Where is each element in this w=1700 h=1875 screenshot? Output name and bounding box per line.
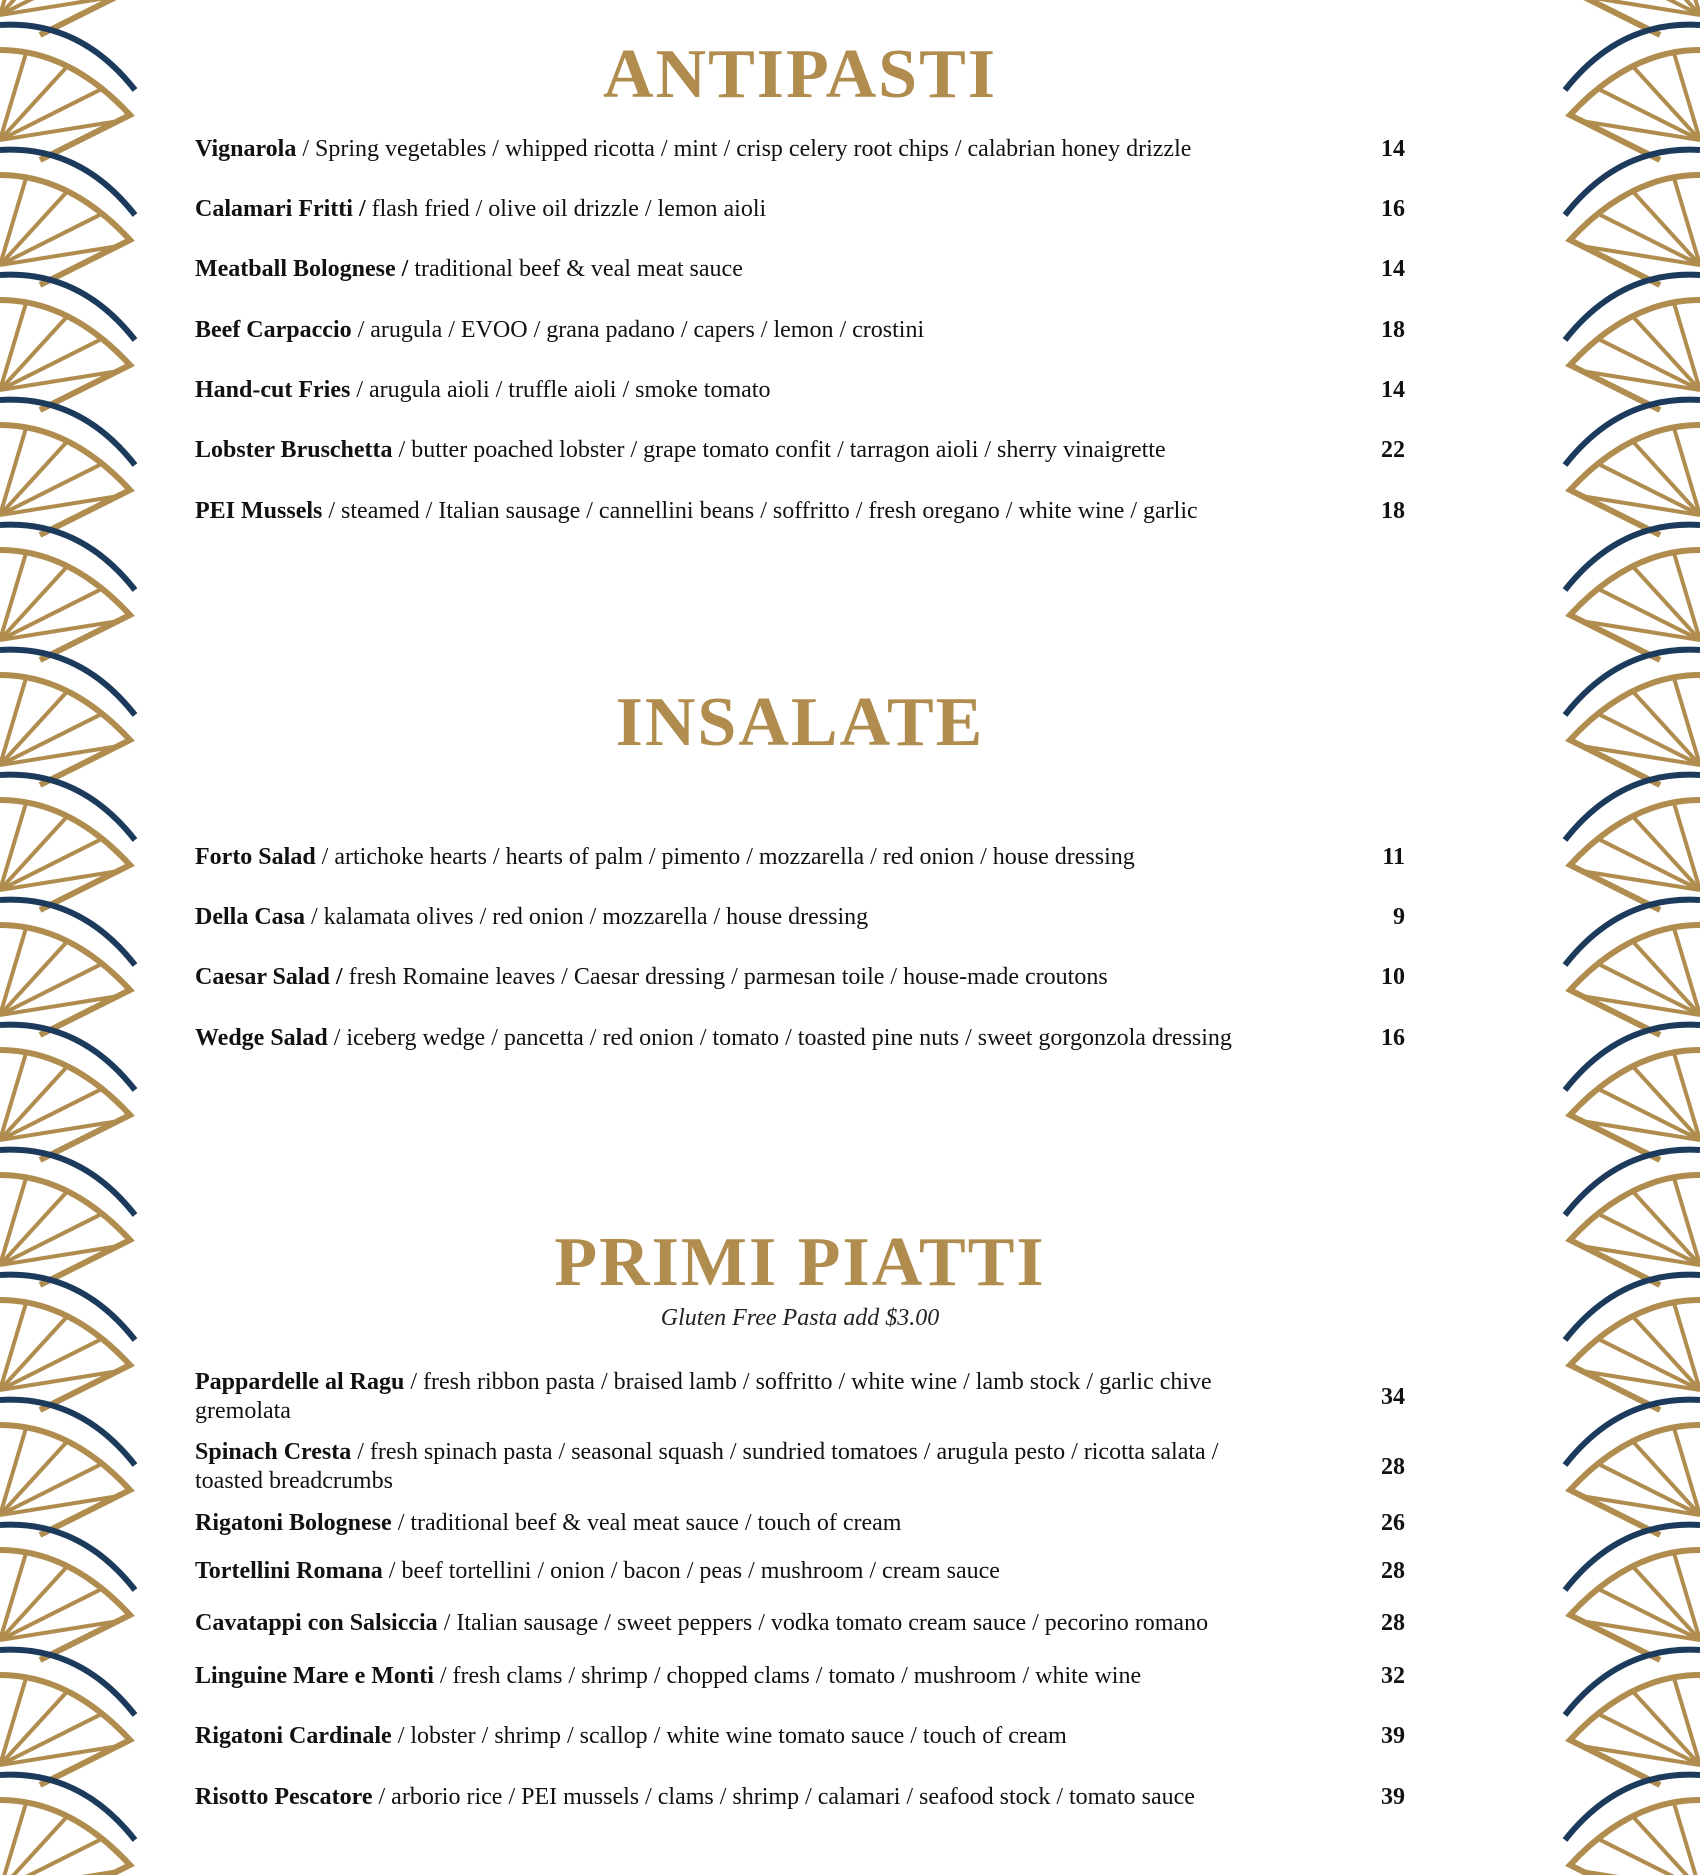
menu-item-description: / traditional beef & veal meat sauce / touch of cream xyxy=(391,1510,902,1536)
menu-item-text xyxy=(195,255,1275,284)
menu-item-text xyxy=(195,135,1275,164)
menu-item-text xyxy=(195,436,1275,465)
menu-item-description: / beef tortellini / onion / bacon / peas / mushroom / cream sauce xyxy=(382,1558,1000,1584)
menu-item-text xyxy=(195,843,1275,872)
menu-item-price: 39 xyxy=(1381,1723,1405,1749)
menu-item-price: 14 xyxy=(1381,256,1405,282)
border-arc xyxy=(0,150,135,215)
border-arc xyxy=(0,775,135,840)
menu-item-name: Tortellini Romana xyxy=(195,1558,383,1584)
menu-item-description: / fresh spinach pasta / seasonal squash / sundried tomatoes / arugula pesto / ricotta salata / toasted breadcrumbs xyxy=(195,1439,1219,1494)
menu-item xyxy=(195,1783,1405,1812)
menu-item-name: Rigatoni Cardinale xyxy=(195,1723,392,1749)
menu-item-name: Della Casa xyxy=(195,904,305,930)
menu-item-name: Rigatoni Bolognese xyxy=(195,1510,392,1536)
border-arc xyxy=(1565,1150,1700,1215)
menu-item-name: Vignarola xyxy=(195,136,297,162)
menu-item-price: 16 xyxy=(1381,196,1405,222)
menu-item-price: 26 xyxy=(1381,1510,1405,1536)
border-arc xyxy=(0,275,135,340)
menu-item xyxy=(195,1024,1405,1053)
border-arc xyxy=(0,1400,135,1465)
menu-item-price: 10 xyxy=(1381,964,1405,990)
border-arc xyxy=(0,1775,135,1840)
menu-item-price: 22 xyxy=(1381,437,1405,463)
border-arc xyxy=(1565,1650,1700,1715)
menu-item-description: / steamed / Italian sausage / cannellini beans / soffritto / fresh oregano / white wine / garlic xyxy=(322,498,1198,524)
menu-item-description: / fresh clams / shrimp / chopped clams / tomato / mushroom / white wine xyxy=(433,1663,1142,1689)
menu-item-description: / lobster / shrimp / scallop / white wine tomato sauce / touch of cream xyxy=(391,1723,1067,1749)
menu-item-text xyxy=(195,1662,1275,1691)
border-arc xyxy=(1565,275,1700,340)
menu-item-price: 14 xyxy=(1381,136,1405,162)
section-title-primi-piatti: PRIMI PIATTI xyxy=(554,1224,1046,1301)
menu-item-name: Forto Salad xyxy=(195,844,316,870)
menu-item xyxy=(195,1722,1405,1751)
menu-item-price: 11 xyxy=(1382,844,1405,870)
menu-item-text xyxy=(195,1609,1275,1638)
border-arc xyxy=(1565,650,1700,715)
menu-item-text xyxy=(195,963,1275,992)
menu-item-name: Pappardelle al Ragu xyxy=(195,1369,405,1395)
menu-item xyxy=(195,1509,1405,1538)
section-title-antipasti: ANTIPASTI xyxy=(602,36,997,113)
menu-item-name: Calamari Fritti / xyxy=(195,196,366,222)
menu-item-description: / Italian sausage / sweet peppers / vodka tomato cream sauce / pecorino romano xyxy=(437,1610,1209,1636)
menu-item-name: Risotto Pescatore xyxy=(195,1784,373,1810)
menu-item-price: 18 xyxy=(1381,317,1405,343)
menu-item-price: 28 xyxy=(1381,1454,1405,1480)
menu-item-name: Wedge Salad xyxy=(195,1025,328,1051)
menu-item xyxy=(195,1609,1405,1638)
border-arc xyxy=(0,1525,135,1590)
menu-item xyxy=(195,903,1405,932)
menu-item-name: Linguine Mare e Monti xyxy=(195,1663,434,1689)
menu-item-name: Meatball Bolognese / xyxy=(195,256,409,282)
menu-item-description: / butter poached lobster / grape tomato confit / tarragon aioli / sherry vinaigrette xyxy=(392,437,1166,463)
menu-item-description: / arborio rice / PEI mussels / clams / shrimp / calamari / seafood stock / tomato sauce xyxy=(372,1784,1195,1810)
border-arc xyxy=(1565,525,1700,590)
menu-item-description: / kalamata olives / red onion / mozzarella / house dressing xyxy=(305,904,869,930)
border-arc xyxy=(0,1025,135,1090)
right-decorative-border xyxy=(1560,0,1700,1875)
gluten-free-note: Gluten Free Pasta add $3.00 xyxy=(660,1305,940,1331)
menu-item xyxy=(195,376,1405,405)
menu-item-text xyxy=(195,195,1275,224)
menu-content xyxy=(195,0,1405,1875)
border-arc xyxy=(0,525,135,590)
border-arc xyxy=(1565,1525,1700,1590)
menu-item-name: Hand-cut Fries xyxy=(195,377,351,403)
menu-item-price: 9 xyxy=(1393,904,1405,930)
left-decorative-border xyxy=(0,0,140,1875)
menu-item-description: fresh Romaine leaves / Caesar dressing / parmesan toile / house-made croutons xyxy=(342,964,1108,990)
border-arc xyxy=(0,1650,135,1715)
border-arc xyxy=(1565,400,1700,465)
border-arc xyxy=(1565,1775,1700,1840)
menu-item-name: Beef Carpaccio xyxy=(195,317,352,343)
menu-item-name: Cavatappi con Salsiccia xyxy=(195,1610,438,1636)
border-arc xyxy=(1565,900,1700,965)
border-arc xyxy=(0,400,135,465)
menu-item-description: flash fried / olive oil drizzle / lemon aioli xyxy=(365,196,767,222)
menu-item-name: Lobster Bruschetta xyxy=(195,437,393,463)
menu-item-description: / arugula aioli / truffle aioli / smoke tomato xyxy=(350,377,771,403)
menu-item xyxy=(195,1368,1405,1426)
border-arc xyxy=(1565,1275,1700,1340)
menu-item-description: / iceberg wedge / pancetta / red onion / tomato / toasted pine nuts / sweet gorgonzola dressing xyxy=(327,1025,1232,1051)
menu-item-price: 14 xyxy=(1381,377,1405,403)
menu-item-price: 32 xyxy=(1381,1663,1405,1689)
border-arc xyxy=(0,900,135,965)
border-arc xyxy=(0,1150,135,1215)
menu-item-price: 18 xyxy=(1381,498,1405,524)
menu-item-description: / arugula / EVOO / grana padano / capers / lemon / crostini xyxy=(351,317,925,343)
menu-item-description: / Spring vegetables / whipped ricotta / mint / crisp celery root chips / calabrian honey drizzle xyxy=(296,136,1192,162)
menu-item-price: 16 xyxy=(1381,1025,1405,1051)
menu-item-price: 28 xyxy=(1381,1558,1405,1584)
menu-item-text xyxy=(195,497,1275,526)
menu-item-text xyxy=(195,1024,1275,1053)
menu-item-text xyxy=(195,376,1275,405)
border-arc xyxy=(1565,25,1700,90)
menu-item-price: 34 xyxy=(1381,1384,1405,1410)
menu-item-text xyxy=(195,1783,1275,1812)
border-arc xyxy=(1565,150,1700,215)
border-arc xyxy=(0,650,135,715)
menu-item-name: Spinach Cresta xyxy=(195,1439,352,1465)
menu-item xyxy=(195,963,1405,992)
menu-item xyxy=(195,1557,1405,1586)
menu-item-description: / fresh ribbon pasta / braised lamb / soffritto / white wine / lamb stock / garlic chive gremolata xyxy=(195,1369,1212,1424)
menu-item-price: 28 xyxy=(1381,1610,1405,1636)
menu-item xyxy=(195,195,1405,224)
menu-item-text xyxy=(195,1438,1275,1496)
menu-item-text xyxy=(195,1722,1275,1751)
menu-item xyxy=(195,436,1405,465)
menu-item-description: traditional beef & veal meat sauce xyxy=(408,256,743,282)
border-arc xyxy=(1565,1025,1700,1090)
border-arc xyxy=(0,25,135,90)
section-title-insalate: INSALATE xyxy=(615,684,985,761)
border-ray xyxy=(0,1816,68,1875)
menu-item-description: / artichoke hearts / hearts of palm / pimento / mozzarella / red onion / house dressing xyxy=(315,844,1135,870)
menu-item xyxy=(195,135,1405,164)
menu-item-text xyxy=(195,1509,1275,1538)
menu-item-text xyxy=(195,1368,1275,1426)
border-arc xyxy=(1565,775,1700,840)
menu-item-name: Caesar Salad / xyxy=(195,964,343,990)
menu-item xyxy=(195,1662,1405,1691)
menu-item xyxy=(195,255,1405,284)
menu-item-price: 39 xyxy=(1381,1784,1405,1810)
menu-item xyxy=(195,316,1405,345)
menu-item-name: PEI Mussels xyxy=(195,498,323,524)
border-ray xyxy=(1632,1816,1700,1875)
menu-item xyxy=(195,497,1405,526)
menu-item-text xyxy=(195,316,1275,345)
menu-item-text xyxy=(195,903,1275,932)
menu-item xyxy=(195,1438,1405,1496)
menu-item xyxy=(195,843,1405,872)
menu-item-text xyxy=(195,1557,1275,1586)
border-arc xyxy=(1565,1400,1700,1465)
border-arc xyxy=(0,1275,135,1340)
